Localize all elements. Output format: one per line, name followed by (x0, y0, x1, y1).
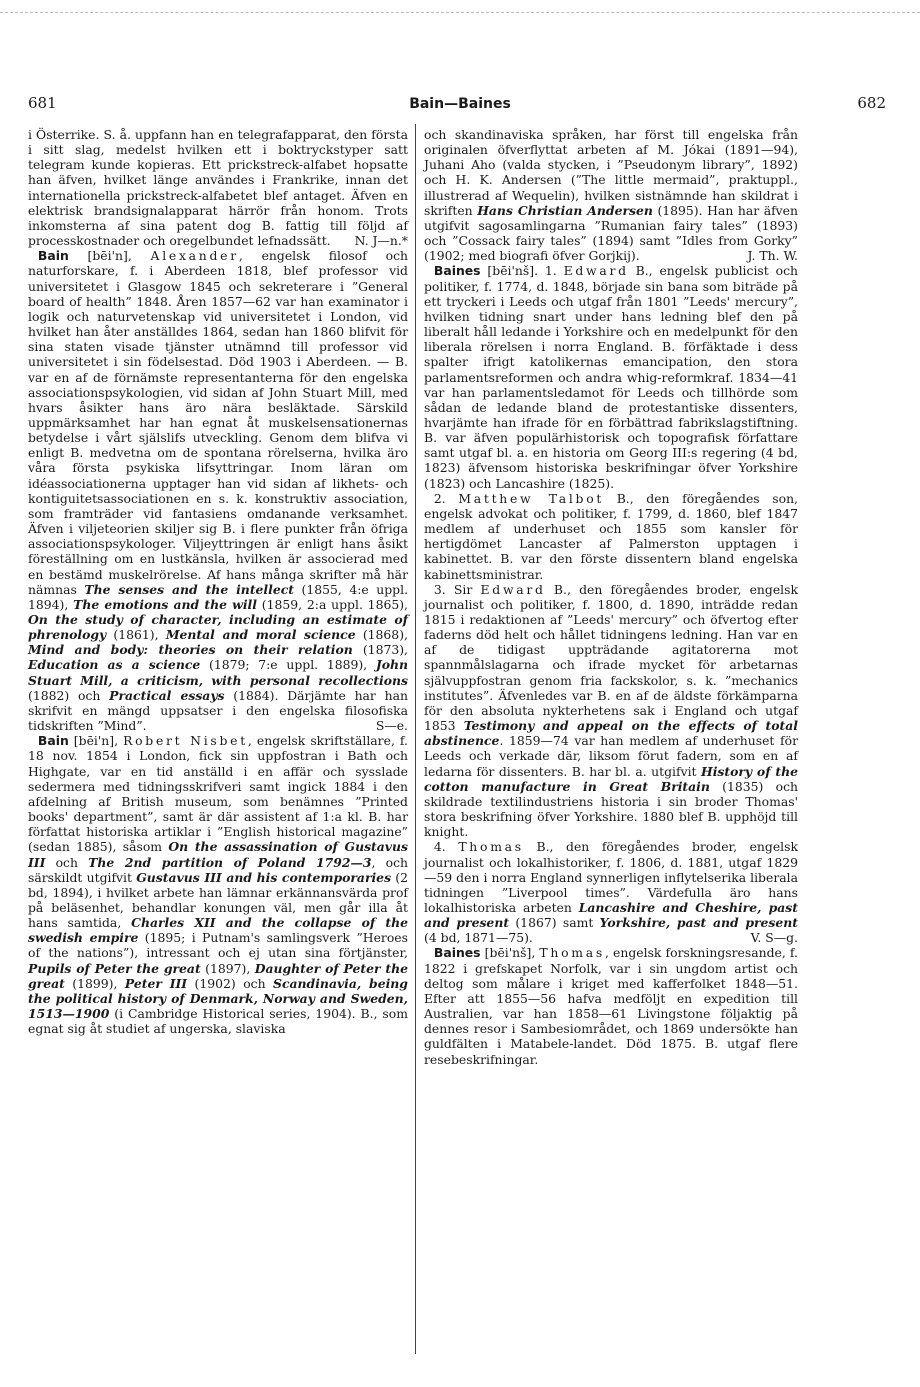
entry-baines-thomas-explorer (424, 945, 798, 1066)
person-name: Thomas (539, 945, 605, 961)
work-title: The 2nd partition of Poland 1792—3 (88, 854, 372, 870)
entry-text: (1895; i Putnam's samlingsverk ”Heroes of the nations”), intressant och ej utan sina förtjänster, (28, 930, 408, 961)
pronunciation: [bēi'n], (68, 733, 124, 749)
pronunciation: [bēi'n], (68, 248, 151, 264)
entry-text: , engelsk filosof och naturforskare, f. i Aberdeen 1818, blef professor vid universitetet i Glasgow 1845 och sekreterare i ”General board of health” 1848. Åren 1857—62 var han examinator i logik och naturvetenskap vid universitetet i London, vid hvilket han åter anställdes 1864, sedan han 1860 blifvit för sina staten visade tjänster utnämnd till professor vid universitetet i sin födelsestad. Död 1903 i Aberdeen. — B. var en af de förnämste representanterna för den engelska associationspsykologien, vid sidan af John Stuart Mill, med hvars åsikter hans äro nära besläktade. Särskild uppmärksamhet har han egnat åt muskelsensationernas betydelse i vårt själslifs utveckling. Genom dem blifva vi enligt B. medvetna om de spontana rörelserna, hvilka äro våra första psykiska lifsyttringar. Inom läran om idéassociationerna upptager han vid sidan af likhets- och kontiguitetsassociationen en s. k. konstruktiv association, som framträder vid fantasiens omdanande verksamhet. Äfven i viljeteorien skiljer sig B. i flere punkter från öfriga associationspsykologer. Viljeyttringen är enligt hans åsikt föreställning om en lustkänsla, hvilken är associerad med en bestämd muskelrörelse. Af hans många skrifter må här nämnas (28, 248, 408, 597)
entry-text: B., den föregåendes broder, engelsk journalist och politiker, f. 1800, d. 1890, inträdde redan 1815 i redaktionen af ”Leeds' mercury” och öfvertog efter faderns död helt och hållet tidningens ledning. Han var en af de tidigast uppträdande agitatorerna mot spannmålslagarna och ifrade mycket för arbetarnas självuppfostran genom fria fackskolor, s. k. ”mechanics institutes”. Äfvenledes var B. en af de äldste förkämparna för den absoluta nykterhetens sak i England och utgaf 1853 (424, 581, 798, 734)
entry-text: (1879; 7:e uppl. 1889), (200, 657, 376, 673)
entry-text: , engelsk forskningsresande, f. 1822 i grefskapet Norfolk, var i sin ungdom artist och deltog som målare i kriget med kafferfolket 1848—51. Efter att 1855—56 hafva medföljt en expedition till Australien, var han 1858—61 Livingstone följaktig på dennes resor i Sambesiområdet, och 1869 undersökte han guldfälten i Matabele-landet. Död 1875. B. utgaf flere resebeskrifningar. (424, 945, 798, 1067)
work-title: Yorkshire, past and present (599, 915, 798, 931)
entry-text: (1868), (355, 627, 408, 643)
entry-text: (1855, 4:e uppl. 1894), (28, 581, 409, 612)
entry-text: (i Cambridge Historical series, 1904). B., som egnat sig åt studiet af ungerska, slaviska (28, 1006, 408, 1037)
entry-number: 4. (433, 839, 459, 855)
author-signature: V. S—g. (750, 930, 798, 946)
entry-text: (1899), (64, 975, 125, 991)
headword: Baines (433, 945, 481, 961)
pronunciation: [bēi'nš], (480, 945, 540, 961)
left-column (28, 127, 408, 1036)
author-signature: S—e. (375, 718, 408, 734)
entry-baines-matthew (424, 491, 798, 582)
entry-text: B., den föregåendes son, engelsk advokat och politiker, f. 1799, d. 1860, blef 1847 medlem af underhuset och 1855 som kansler för hertigdömet Lancaster af Palmerston upptagen i kabinettet. B. var den förste dissentern bland engelska kabinettsministrar. (424, 490, 798, 582)
entry-text: (1835) och skildrade textilindustriens historia i sin broder Thomas' stora beskrifning öfver Yorkshire. 1880 blef B. upphöjd till knight. (424, 778, 798, 840)
work-title: Education as a science (28, 657, 201, 673)
person-name: Robert Nisbet (123, 733, 248, 749)
work-title: Charles XII and the collapse of the swedish empire (28, 915, 409, 946)
work-title: The emotions and the will (73, 596, 257, 612)
entry-baines-sir-edward (424, 582, 798, 840)
author-signature: N. J—n.* (354, 233, 408, 249)
entry-text: och (45, 854, 89, 870)
entry-text: (1867) samt (509, 915, 600, 931)
person-name: Matthew Talbot (458, 490, 605, 506)
person-name: Thomas (458, 839, 524, 855)
work-title: Pupils of Peter the great (28, 960, 201, 976)
entry-number: 3. Sir (433, 581, 481, 597)
person-name: Edward (563, 263, 629, 279)
running-title: Bain—Baines (409, 96, 511, 112)
work-title: Hans Christian Andersen (477, 202, 653, 218)
entry-text: B., den föregåendes broder, engelsk journalist och lokalhistoriker, f. 1806, d. 1881, utgaf 1829—59 den i norra England synnerligen inflytelserika liberala tidningen ”Liverpool times”. Värdefulla äro hans lokalhistoriska arbeten (424, 839, 799, 915)
page-number-left: 681 (28, 94, 57, 112)
work-title: Mental and moral science (165, 627, 356, 643)
entry-continuation (28, 127, 408, 248)
work-title: Peter III (124, 975, 188, 991)
entry-text: (1884). Därjämte har han skrifvit en mängd uppsatser i den engelska filosofiska tidskriften ”Mind”. (28, 687, 408, 734)
work-title: Lancashire and Cheshire, past and present (424, 899, 798, 931)
work-title: John Stuart Mill, a criticism, with personal recollections (28, 657, 408, 688)
entry-text: (2 bd, 1894), i hvilket arbete han lämnar erkännansvärda prof på beläsenhet, behandlar konungen väl, men går illa åt hans samtida, (28, 869, 408, 931)
entry-text: i Österrike. S. å. uppfann han en telegrafapparat, den första i sitt slag, medelst hvilken ett i boktryckstyper satt telegram kunde kopieras. Ett prickstreck-alfabet hopsatte han äfven, hvilket länge användes i Frankrike, innan det internationella prickstreck-alfabetet blef antaget. Äfven en elektrisk brandsignalapparat härrör från honom. Trots inkomsterna af sina patent dog B. fattig till följd af processkostnader och oregelbundet lefnadssätt. (28, 127, 408, 249)
entry-text: (1902) och (187, 975, 274, 991)
work-title: Daughter of Peter the great (28, 960, 408, 991)
pronunciation: [bēi'nš]. 1. (480, 263, 564, 279)
entry-text: (1859, 2:a uppl. 1865), (256, 596, 408, 612)
entry-text: (4 bd, 1871—75). (424, 930, 533, 946)
entry-number: 2. (433, 490, 459, 506)
work-title: On the assassination of Gustavus III (28, 839, 408, 870)
work-title: Testimony and appeal on the effects of total abstinence (424, 718, 798, 749)
person-name: Alexander (150, 248, 239, 264)
entry-text: (1897), (200, 960, 255, 976)
scan-edge-line (0, 12, 920, 13)
entry-bain-robert (28, 733, 408, 1036)
entry-text: (1873), (352, 642, 408, 658)
right-column (424, 127, 798, 1067)
entry-text: (1895). Han har äfven utgifvit sagosamlingarna ”Rumanian fairy tales” (1893) och ”Cossack fairy tales” (1894) samt ”Idles from Gorky” (1902; med biografi öfver Gorjkij). (424, 202, 798, 264)
entry-bain-alexander (28, 248, 408, 733)
entry-text: , och särskildt utgifvit (28, 854, 408, 885)
entry-text: (1882) och (28, 687, 110, 703)
person-name: Edward (480, 581, 546, 597)
author-signature: J. Th. W. (747, 248, 798, 264)
work-title: On the study of character, including an estimate of phrenology (28, 612, 408, 643)
column-divider (415, 124, 416, 1354)
entry-text: (1861), (106, 627, 166, 643)
headword: Baines (433, 263, 481, 279)
entry-baines-thomas-journalist (424, 839, 798, 945)
entry-text: , engelsk skriftställare, f. 18 nov. 1854 i London, fick sin uppfostran i Bath och Highgate, var en tid anställd i en affär och sysslade sedermera med tidningsskrifveri samt ingick 1884 i den afdelning af British museum, som benämnes ”Printed books' department”, samt är där assistent af 1:a kl. B. har författat historiska artiklar i ”English historical magazine” (sedan 1885), såsom (28, 733, 408, 855)
entry-text: och skandinaviska språken, har först till engelska från originalen öfverflyttat arbeten af M. Jókai (1891—94), Juhani Aho (valda stycken, i ”Pseudonym library”, 1892) och H. K. Andersen (”The little mermaid”, praktuppl., illustrerad af Wequelin), hvilken sistnämnde han skildrat i skriften (424, 127, 798, 218)
work-title: History of the cotton manufacture in Great Britain (424, 763, 798, 794)
headword: Bain (37, 248, 69, 264)
entry-text: B., engelsk publicist och politiker, f. 1774, d. 1848, började sin bana som biträde på ett tryckeri i Leeds och utgaf från 1801 ”Leeds' mercury”, hvilken tidning snart under hans ledning blef den på liberalt håll ledande i Yorkshire och en medelpunkt för den liberala rörelsen i norra England. B. förfäktade i dess spalter ifrigt katolikernas emancipation, den stora parlamentsreformen och andra whig-reformkraf. 1834—41 var han parlamentsledamot för Leeds och tillhörde som sådan de ledande bland de protestantiske dissenters, hvarjämte han ifrade för en förbättrad fabrikslagstiftning. B. var äfven populärhistorisk och topografisk författare samt utgaf bl. a. en historia om Georg III:s regering (4 bd, 1823) äfvensom historiska beskrifningar öfver Yorkshire (1823) och Lancashire (1825). (424, 263, 798, 491)
page-number-right: 682 (857, 94, 886, 112)
work-title: Gustavus III and his contemporaries (136, 869, 392, 885)
entry-baines-edward (424, 263, 798, 490)
entry-text: . 1859—74 var han medlem af underhuset för Leeds och verkade där, liksom förut fadern, som en af ledarna för dissenters. B. har bl. a. utgifvit (424, 733, 798, 779)
work-title: Mind and body: theories on their relation (28, 642, 353, 658)
work-title: Scandinavia, being the political history of Denmark, Norway and Sweden, 1513—1900 (28, 975, 408, 1022)
entry-continuation (424, 127, 798, 263)
work-title: Practical essays (109, 687, 225, 703)
work-title: The senses and the intellect (84, 581, 294, 597)
headword: Bain (37, 733, 69, 749)
